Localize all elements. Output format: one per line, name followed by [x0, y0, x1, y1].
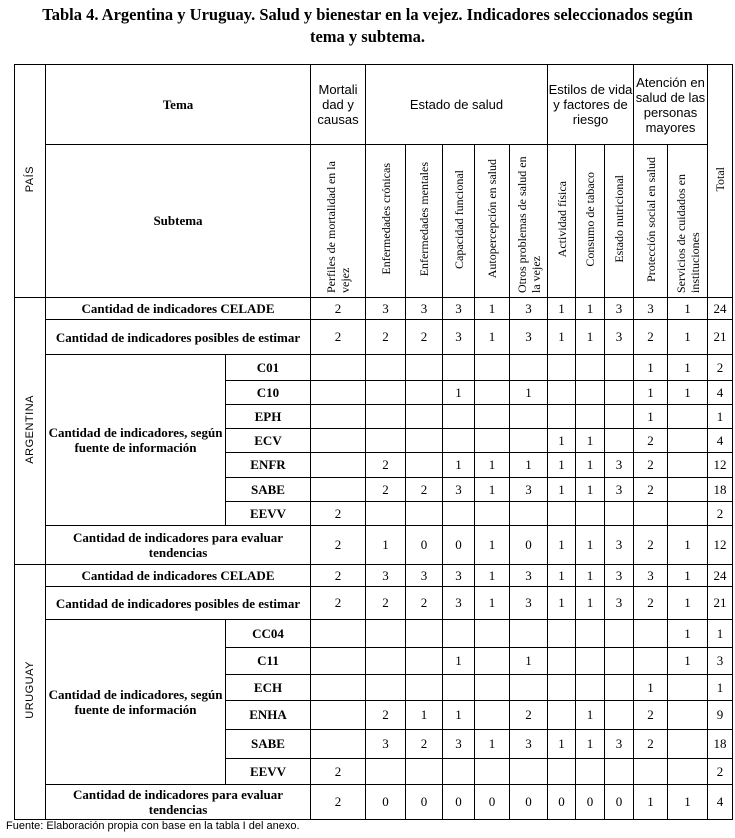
- value-cell: 1: [475, 730, 510, 759]
- value-cell: 1: [366, 526, 406, 565]
- value-cell: 3: [605, 730, 634, 759]
- value-cell: 2: [366, 701, 406, 730]
- value-cell: [311, 701, 366, 730]
- value-cell: 3: [605, 587, 634, 620]
- value-cell: [668, 453, 708, 478]
- indicators-table: [14, 64, 733, 820]
- value-cell: 2: [311, 785, 366, 820]
- value-cell: 0: [510, 785, 548, 820]
- value-cell: [475, 701, 510, 730]
- tema-header: Tema: [46, 65, 311, 145]
- value-cell: 9: [708, 701, 733, 730]
- value-cell: 1: [668, 620, 708, 648]
- value-cell: 2: [634, 730, 668, 759]
- value-cell: 2: [366, 478, 406, 502]
- value-cell: [548, 759, 576, 785]
- value-cell: 2: [406, 587, 443, 620]
- value-cell: 2: [406, 730, 443, 759]
- value-cell: [311, 429, 366, 453]
- value-cell: [366, 620, 406, 648]
- value-cell: 3: [406, 298, 443, 320]
- value-cell: [443, 675, 475, 701]
- value-cell: 3: [510, 565, 548, 587]
- value-cell: 1: [634, 405, 668, 429]
- group-estado-salud: Estado de salud: [366, 65, 548, 145]
- value-cell: 1: [634, 785, 668, 820]
- value-cell: 1: [668, 785, 708, 820]
- value-cell: 1: [708, 620, 733, 648]
- value-cell: 1: [548, 429, 576, 453]
- value-cell: 4: [708, 785, 733, 820]
- value-cell: [475, 759, 510, 785]
- value-cell: 1: [548, 730, 576, 759]
- value-cell: 0: [443, 785, 475, 820]
- value-cell: 1: [576, 478, 605, 502]
- value-cell: 2: [406, 320, 443, 355]
- value-cell: [576, 675, 605, 701]
- value-cell: 1: [576, 587, 605, 620]
- value-cell: 1: [708, 675, 733, 701]
- fuente-label: Cantidad de indicadores, según fuente de información: [46, 620, 226, 785]
- value-cell: 1: [576, 453, 605, 478]
- value-cell: [366, 405, 406, 429]
- value-cell: 2: [708, 759, 733, 785]
- source-name: EPH: [226, 405, 311, 429]
- value-cell: 3: [443, 565, 475, 587]
- value-cell: 3: [366, 730, 406, 759]
- group-atencion: Atención en salud de las personas mayores: [634, 65, 708, 145]
- value-cell: [475, 620, 510, 648]
- row-celade: [15, 565, 733, 587]
- value-cell: 1: [475, 453, 510, 478]
- value-cell: 1: [576, 526, 605, 565]
- value-cell: 1: [668, 381, 708, 405]
- value-cell: 24: [708, 565, 733, 587]
- value-cell: 0: [475, 785, 510, 820]
- value-cell: 21: [708, 587, 733, 620]
- subtema-col-7: Consumo de tabaco: [576, 145, 605, 298]
- group-estilos: Estilos de vida y factores de riesgo: [548, 65, 634, 145]
- value-cell: [366, 502, 406, 526]
- source-name: C01: [226, 355, 311, 381]
- source-name: ECH: [226, 675, 311, 701]
- value-cell: [406, 429, 443, 453]
- value-cell: 1: [475, 478, 510, 502]
- row-tendencias: [15, 526, 733, 565]
- value-cell: 3: [406, 565, 443, 587]
- value-cell: [311, 355, 366, 381]
- value-cell: [605, 759, 634, 785]
- subtema-col-1: Enfermedades crónicas: [366, 145, 406, 298]
- value-cell: 1: [576, 320, 605, 355]
- row-label: Cantidad de indicadores para evaluar tendencias: [46, 785, 311, 820]
- value-cell: 1: [668, 648, 708, 675]
- value-cell: 2: [366, 587, 406, 620]
- row-label: Cantidad de indicadores CELADE: [46, 565, 311, 587]
- value-cell: 18: [708, 730, 733, 759]
- row-source: [15, 620, 733, 648]
- value-cell: [475, 429, 510, 453]
- value-cell: 1: [548, 587, 576, 620]
- value-cell: 3: [510, 478, 548, 502]
- value-cell: [443, 405, 475, 429]
- value-cell: [634, 620, 668, 648]
- value-cell: 2: [634, 587, 668, 620]
- value-cell: 2: [311, 759, 366, 785]
- source-name: SABE: [226, 730, 311, 759]
- value-cell: 0: [366, 785, 406, 820]
- country-uruguay: [15, 565, 46, 820]
- value-cell: 3: [605, 453, 634, 478]
- source-name: ENFR: [226, 453, 311, 478]
- value-cell: [634, 648, 668, 675]
- value-cell: 1: [668, 587, 708, 620]
- value-cell: 3: [443, 478, 475, 502]
- subtema-col-3: Capacidad funcional: [443, 145, 475, 298]
- value-cell: 2: [634, 320, 668, 355]
- footer-source: Fuente: Elaboración propia con base en la tabla I del anexo.: [6, 820, 300, 832]
- value-cell: [510, 502, 548, 526]
- value-cell: 1: [576, 429, 605, 453]
- value-cell: 2: [366, 320, 406, 355]
- value-cell: 18: [708, 478, 733, 502]
- value-cell: [443, 620, 475, 648]
- value-cell: 21: [708, 320, 733, 355]
- value-cell: [605, 701, 634, 730]
- value-cell: 2: [366, 453, 406, 478]
- value-cell: 3: [510, 298, 548, 320]
- value-cell: [406, 405, 443, 429]
- value-cell: 1: [708, 405, 733, 429]
- value-cell: 1: [510, 453, 548, 478]
- value-cell: [605, 381, 634, 405]
- value-cell: [366, 429, 406, 453]
- value-cell: [634, 502, 668, 526]
- value-cell: 1: [668, 526, 708, 565]
- value-cell: 2: [311, 587, 366, 620]
- value-cell: [406, 502, 443, 526]
- value-cell: 2: [311, 565, 366, 587]
- value-cell: [605, 648, 634, 675]
- value-cell: 2: [510, 701, 548, 730]
- value-cell: [548, 648, 576, 675]
- value-cell: [366, 759, 406, 785]
- value-cell: [443, 355, 475, 381]
- value-cell: 2: [311, 320, 366, 355]
- value-cell: 1: [548, 565, 576, 587]
- value-cell: [576, 620, 605, 648]
- value-cell: 3: [605, 298, 634, 320]
- value-cell: [475, 381, 510, 405]
- subtema-col-4: Autopercepción en salud: [475, 145, 510, 298]
- value-cell: [510, 405, 548, 429]
- value-cell: [475, 648, 510, 675]
- value-cell: 1: [443, 381, 475, 405]
- value-cell: 0: [605, 785, 634, 820]
- row-label: Cantidad de indicadores para evaluar tendencias: [46, 526, 311, 565]
- row-posibles: [15, 320, 733, 355]
- value-cell: 3: [443, 298, 475, 320]
- value-cell: [443, 502, 475, 526]
- value-cell: 3: [605, 565, 634, 587]
- fuente-label: Cantidad de indicadores, según fuente de información: [46, 355, 226, 526]
- value-cell: 1: [475, 565, 510, 587]
- total-header: Total: [708, 65, 733, 298]
- value-cell: 2: [708, 502, 733, 526]
- value-cell: 3: [708, 648, 733, 675]
- value-cell: 1: [634, 355, 668, 381]
- value-cell: 1: [668, 355, 708, 381]
- value-cell: 3: [605, 478, 634, 502]
- value-cell: 1: [634, 381, 668, 405]
- row-label: Cantidad de indicadores posibles de estimar: [46, 320, 311, 355]
- value-cell: [548, 502, 576, 526]
- value-cell: [668, 405, 708, 429]
- value-cell: [366, 355, 406, 381]
- value-cell: 1: [443, 453, 475, 478]
- value-cell: [510, 355, 548, 381]
- value-cell: 1: [510, 381, 548, 405]
- value-cell: 0: [443, 526, 475, 565]
- value-cell: [406, 453, 443, 478]
- subtema-header: Subtema: [46, 145, 311, 298]
- value-cell: [406, 355, 443, 381]
- subtema-col-0: Perfiles de mortalidad en la vejez: [311, 145, 366, 298]
- row-source: [15, 355, 733, 381]
- value-cell: 2: [311, 526, 366, 565]
- value-cell: [605, 405, 634, 429]
- value-cell: [576, 648, 605, 675]
- value-cell: 1: [475, 526, 510, 565]
- source-name: C11: [226, 648, 311, 675]
- value-cell: 3: [510, 730, 548, 759]
- subheader-row: [15, 145, 733, 298]
- source-name: EEVV: [226, 759, 311, 785]
- value-cell: 4: [708, 429, 733, 453]
- pais-header: PAÍS: [15, 65, 46, 298]
- value-cell: [406, 620, 443, 648]
- value-cell: 3: [366, 298, 406, 320]
- value-cell: [366, 648, 406, 675]
- value-cell: [475, 405, 510, 429]
- value-cell: 1: [443, 648, 475, 675]
- value-cell: [475, 502, 510, 526]
- value-cell: 1: [668, 298, 708, 320]
- value-cell: [576, 405, 605, 429]
- value-cell: [605, 502, 634, 526]
- value-cell: [576, 759, 605, 785]
- value-cell: 2: [634, 526, 668, 565]
- value-cell: 0: [406, 785, 443, 820]
- value-cell: 1: [475, 298, 510, 320]
- value-cell: 24: [708, 298, 733, 320]
- value-cell: [605, 429, 634, 453]
- value-cell: 1: [576, 298, 605, 320]
- value-cell: 1: [406, 701, 443, 730]
- value-cell: [443, 429, 475, 453]
- value-cell: 3: [510, 320, 548, 355]
- value-cell: 3: [634, 298, 668, 320]
- value-cell: 1: [548, 320, 576, 355]
- value-cell: 0: [510, 526, 548, 565]
- source-name: SABE: [226, 478, 311, 502]
- value-cell: [510, 620, 548, 648]
- group-mortalidad: Mortali dad y causas: [311, 65, 366, 145]
- source-name: ECV: [226, 429, 311, 453]
- value-cell: [311, 405, 366, 429]
- value-cell: 12: [708, 453, 733, 478]
- subtema-col-6: Actividad física: [548, 145, 576, 298]
- value-cell: 1: [510, 648, 548, 675]
- value-cell: [668, 478, 708, 502]
- source-name: ENHA: [226, 701, 311, 730]
- value-cell: [668, 502, 708, 526]
- value-cell: 3: [443, 320, 475, 355]
- value-cell: [406, 381, 443, 405]
- source-name: EEVV: [226, 502, 311, 526]
- value-cell: [548, 620, 576, 648]
- value-cell: [311, 730, 366, 759]
- value-cell: [510, 759, 548, 785]
- subtema-col-10: Servicios de cuidados en instituciones: [668, 145, 708, 298]
- title-line-1: Tabla 4. Argentina y Uruguay. Salud y bienestar en la vejez. Indicadores seleccionados según: [42, 5, 693, 24]
- value-cell: 2: [406, 478, 443, 502]
- value-cell: 3: [605, 526, 634, 565]
- value-cell: 0: [548, 785, 576, 820]
- value-cell: 1: [576, 730, 605, 759]
- value-cell: 1: [548, 453, 576, 478]
- value-cell: 2: [311, 298, 366, 320]
- row-label: Cantidad de indicadores CELADE: [46, 298, 311, 320]
- subtema-col-2: Enfermedades mentales: [406, 145, 443, 298]
- value-cell: 1: [634, 675, 668, 701]
- value-cell: [311, 478, 366, 502]
- value-cell: 1: [668, 320, 708, 355]
- value-cell: [311, 648, 366, 675]
- source-name: CC04: [226, 620, 311, 648]
- value-cell: 2: [634, 429, 668, 453]
- value-cell: [605, 355, 634, 381]
- value-cell: 1: [548, 478, 576, 502]
- value-cell: 1: [576, 701, 605, 730]
- value-cell: 1: [668, 565, 708, 587]
- header-row: [15, 65, 733, 145]
- value-cell: [443, 759, 475, 785]
- value-cell: [311, 675, 366, 701]
- value-cell: 0: [576, 785, 605, 820]
- value-cell: [548, 355, 576, 381]
- country-argentina: [15, 298, 46, 565]
- value-cell: [576, 355, 605, 381]
- value-cell: 3: [366, 565, 406, 587]
- value-cell: [668, 701, 708, 730]
- value-cell: 2: [634, 478, 668, 502]
- value-cell: [605, 620, 634, 648]
- value-cell: 1: [475, 320, 510, 355]
- value-cell: [668, 759, 708, 785]
- value-cell: 3: [634, 565, 668, 587]
- value-cell: [311, 381, 366, 405]
- value-cell: [548, 381, 576, 405]
- value-cell: 1: [475, 587, 510, 620]
- value-cell: [668, 730, 708, 759]
- value-cell: [548, 675, 576, 701]
- subtema-col-8: Estado nutricional: [605, 145, 634, 298]
- value-cell: 12: [708, 526, 733, 565]
- value-cell: 2: [634, 701, 668, 730]
- value-cell: [605, 675, 634, 701]
- source-name: C10: [226, 381, 311, 405]
- value-cell: 4: [708, 381, 733, 405]
- subtema-col-5: Otros problemas de salud en la vejez: [510, 145, 548, 298]
- row-posibles: [15, 587, 733, 620]
- country-label: URUGUAY: [24, 661, 36, 719]
- value-cell: 1: [576, 565, 605, 587]
- title-line-2: tema y subtema.: [309, 27, 426, 46]
- subtema-col-9: Protección social en salud: [634, 145, 668, 298]
- value-cell: [475, 355, 510, 381]
- row-celade: [15, 298, 733, 320]
- country-label: ARGENTINA: [24, 394, 36, 464]
- value-cell: 2: [634, 453, 668, 478]
- value-cell: [510, 429, 548, 453]
- value-cell: 3: [605, 320, 634, 355]
- value-cell: [406, 675, 443, 701]
- value-cell: 0: [406, 526, 443, 565]
- value-cell: 3: [443, 587, 475, 620]
- value-cell: [668, 675, 708, 701]
- row-tendencias: [15, 785, 733, 820]
- value-cell: [548, 701, 576, 730]
- table-title: [0, 4, 735, 48]
- value-cell: [668, 429, 708, 453]
- value-cell: 1: [443, 701, 475, 730]
- value-cell: [311, 620, 366, 648]
- value-cell: [406, 648, 443, 675]
- value-cell: [576, 381, 605, 405]
- value-cell: 3: [510, 587, 548, 620]
- value-cell: [475, 675, 510, 701]
- value-cell: [576, 502, 605, 526]
- value-cell: [634, 759, 668, 785]
- row-label: Cantidad de indicadores posibles de estimar: [46, 587, 311, 620]
- value-cell: [366, 381, 406, 405]
- value-cell: 2: [708, 355, 733, 381]
- value-cell: 3: [443, 730, 475, 759]
- value-cell: 2: [311, 502, 366, 526]
- value-cell: [366, 675, 406, 701]
- value-cell: [510, 675, 548, 701]
- value-cell: [311, 453, 366, 478]
- value-cell: [548, 405, 576, 429]
- value-cell: [406, 759, 443, 785]
- value-cell: 1: [548, 298, 576, 320]
- value-cell: 1: [548, 526, 576, 565]
